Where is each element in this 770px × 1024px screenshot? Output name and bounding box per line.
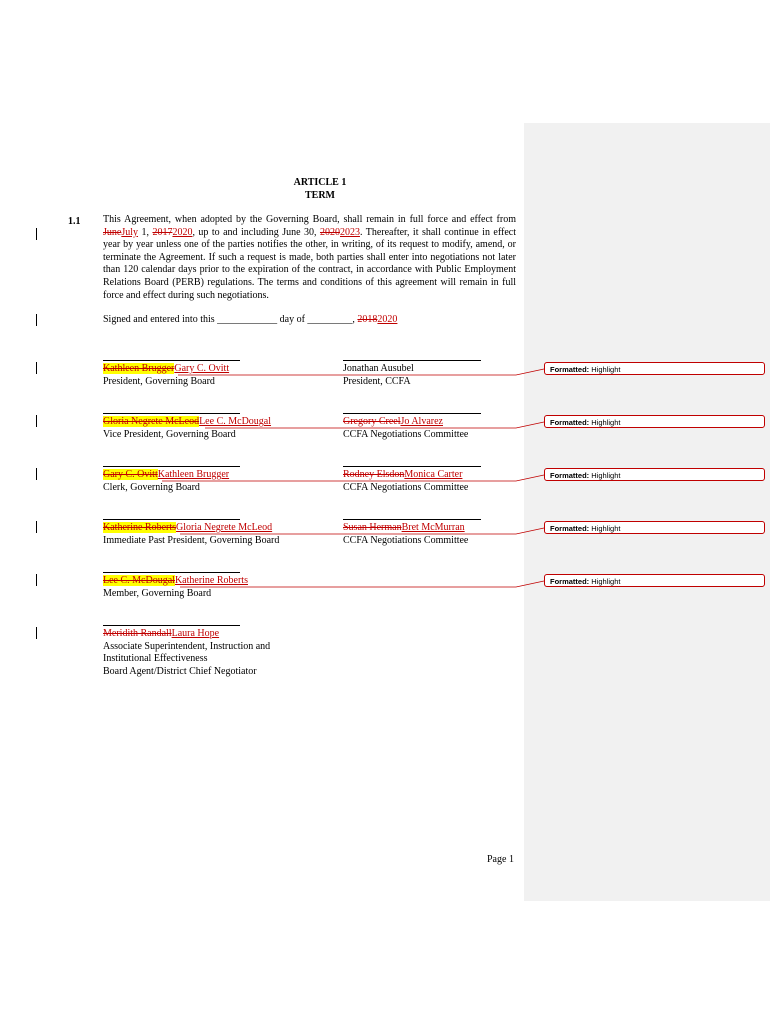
signature-line xyxy=(343,519,481,520)
deleted-text: June xyxy=(103,226,122,238)
change-bar xyxy=(36,574,37,586)
signer-title: CCFA Negotiations Committee xyxy=(343,481,469,493)
inserted-text: July xyxy=(121,226,139,238)
inserted-text: Jo Alvarez xyxy=(400,416,443,427)
signature-block xyxy=(103,466,240,494)
inserted-text: 2020 xyxy=(172,226,193,238)
signer-title: Associate Superintendent, Instruction and xyxy=(103,640,271,652)
deleted-text: Gloria Negrete McLeod xyxy=(103,416,200,427)
signer-name xyxy=(103,522,279,535)
signer-title: CCFA Negotiations Committee xyxy=(343,428,469,440)
balloon-label: Formatted: xyxy=(550,418,590,427)
signature-line xyxy=(343,413,481,414)
balloon-label: Formatted: xyxy=(550,365,590,374)
signature-block xyxy=(343,360,481,388)
inserted-text: Gloria Negrete McLeod xyxy=(176,522,273,533)
format-comment-balloon[interactable] xyxy=(544,415,765,428)
deleted-text: Susan Herman xyxy=(343,522,402,533)
signature-line xyxy=(103,572,240,573)
signed-line xyxy=(103,314,397,327)
signer-name xyxy=(103,363,240,376)
signature-block xyxy=(103,360,240,388)
signer-title: Immediate Past President, Governing Board xyxy=(103,534,280,546)
format-comment-balloon[interactable] xyxy=(544,574,765,587)
balloon-label: Formatted: xyxy=(550,471,590,480)
inserted-text: Monica Carter xyxy=(404,469,463,480)
signature-line xyxy=(103,466,240,467)
format-comment-balloon[interactable] xyxy=(544,521,765,534)
deleted-text: Lee C. McDougal xyxy=(103,575,175,586)
signature-block xyxy=(343,466,481,494)
signer-title: Clerk, Governing Board xyxy=(103,481,200,493)
signer-title: President, CCFA xyxy=(343,375,411,387)
change-bar xyxy=(36,468,37,480)
signer-name xyxy=(103,469,240,482)
signature-block xyxy=(103,519,279,547)
signature-block xyxy=(103,572,248,600)
signature-block xyxy=(343,519,481,547)
signature-block xyxy=(343,413,481,441)
inserted-text: Gary C. Ovitt xyxy=(174,363,230,374)
balloon-value: Highlight xyxy=(591,577,621,586)
signer-title: President, Governing Board xyxy=(103,375,215,387)
deleted-text: Gregory Creel xyxy=(343,416,401,427)
signature-line xyxy=(103,360,240,361)
change-bar xyxy=(36,521,37,533)
text-run: Signed and entered into this ____________ day of _________, xyxy=(103,314,358,325)
change-bar xyxy=(36,314,37,326)
balloon-label: Formatted: xyxy=(550,524,590,533)
change-bar xyxy=(36,627,37,639)
signer-title-line2: Institutional Effectiveness xyxy=(103,653,208,665)
article-subheading: TERM xyxy=(305,190,335,201)
signer-name xyxy=(103,575,248,588)
text-run: . Thereafter, it shall continue in effect year by year unless one of the parties notifies the other, in writing, of its request to modify, amend, or terminate the Agreement. If such a request is made, both parties shall enter into negotiations not later than 120 calendar days prior to the expiration of the contract, in accordance with Public Employment Relations Board (PERB) regulations. The terms and conditions of this agreement will remain in full force and effect during such negotiations. xyxy=(103,226,516,301)
inserted-text: Kathleen Brugger xyxy=(157,469,230,480)
inserted-text: Katherine Roberts xyxy=(174,575,248,586)
signature-block xyxy=(103,413,271,441)
format-comment-balloon[interactable] xyxy=(544,468,765,481)
signer-name: Jonathan Ausubel xyxy=(343,363,414,374)
text-run: , up to and including June 30, xyxy=(192,226,320,238)
inserted-text: Laura Hope xyxy=(171,628,220,639)
deleted-text: Gary C. Ovitt xyxy=(103,469,158,480)
signature-block xyxy=(103,625,270,678)
deleted-text: 2020 xyxy=(319,226,340,238)
section-number: 1.1 xyxy=(68,216,81,227)
inserted-text: Lee C. McDougal xyxy=(199,416,272,427)
signer-name xyxy=(343,522,481,535)
article-heading: ARTICLE 1 xyxy=(293,177,347,188)
deleted-text: Meridith Randall xyxy=(103,628,172,639)
deleted-text: 2017 xyxy=(152,226,173,238)
change-bar xyxy=(36,228,37,240)
inserted-text: 2020 xyxy=(377,314,398,325)
balloon-value: Highlight xyxy=(591,418,621,427)
signer-name xyxy=(103,416,271,429)
balloon-value: Highlight xyxy=(591,365,621,374)
format-comment-balloon[interactable] xyxy=(544,362,765,375)
balloon-value: Highlight xyxy=(591,524,621,533)
signature-line xyxy=(103,625,240,626)
signer-name xyxy=(343,416,481,429)
section-paragraph xyxy=(103,214,516,302)
signature-line xyxy=(103,519,240,520)
signer-title: Member, Governing Board xyxy=(103,587,212,599)
change-bar xyxy=(36,362,37,374)
signature-line xyxy=(343,360,481,361)
signer-name xyxy=(103,628,270,641)
signer-title-line3: Board Agent/District Chief Negotiator xyxy=(103,665,257,677)
signature-line xyxy=(343,466,481,467)
change-bar xyxy=(36,415,37,427)
markup-pane xyxy=(524,123,770,901)
balloon-label: Formatted: xyxy=(550,577,590,586)
signer-title: CCFA Negotiations Committee xyxy=(343,534,469,546)
signature-line xyxy=(103,413,240,414)
deleted-text: Katherine Roberts xyxy=(103,522,177,533)
deleted-text: Rodney Elsdon xyxy=(343,469,405,480)
text-run: 1, xyxy=(138,226,153,238)
inserted-text: Bret McMurran xyxy=(401,522,465,533)
inserted-text: 2023 xyxy=(339,226,360,238)
text-run: This Agreement, when adopted by the Governing Board, shall remain in full force and effect from xyxy=(103,214,516,225)
page-number: Page 1 xyxy=(487,854,514,865)
signer-name xyxy=(343,469,481,482)
deleted-text: Kathleen Brugger xyxy=(103,363,175,374)
balloon-value: Highlight xyxy=(591,471,621,480)
deleted-text: 2018 xyxy=(357,314,378,325)
signer-title: Vice President, Governing Board xyxy=(103,428,236,440)
